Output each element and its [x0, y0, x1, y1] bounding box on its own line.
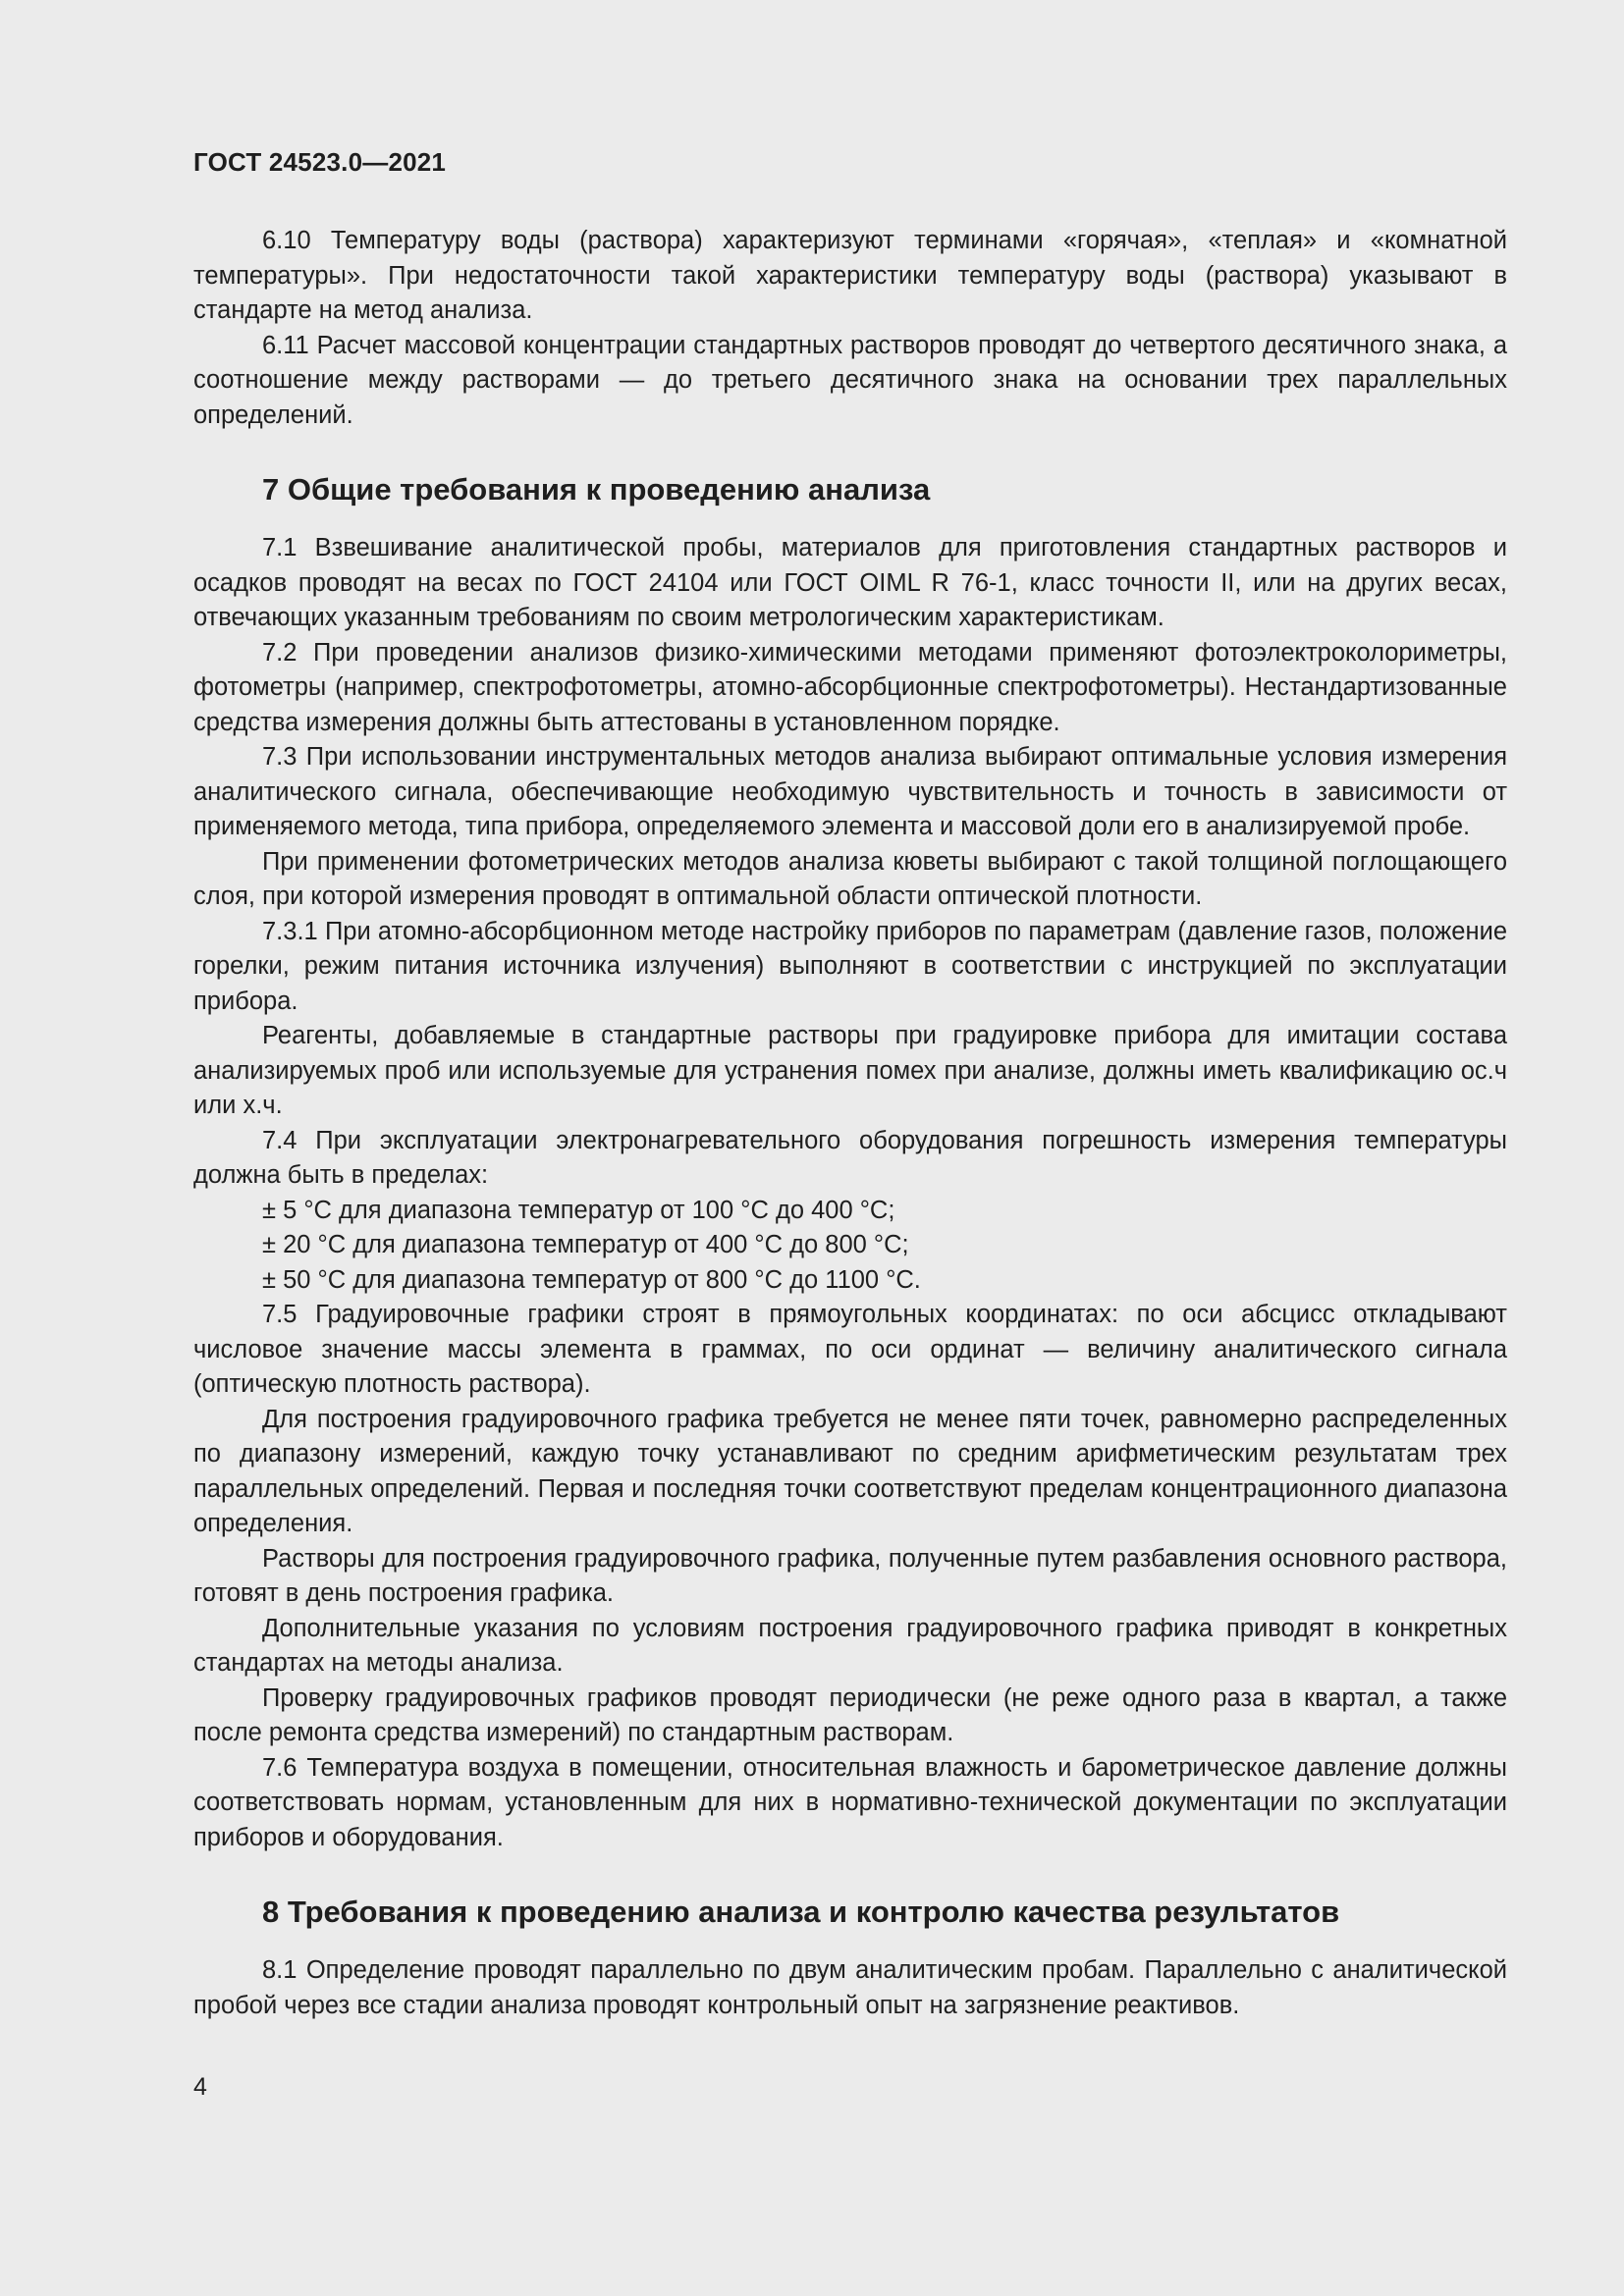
paragraph-7-4: 7.4 При эксплуатации электронагревательного оборудования погрешность измерения температуры должна быть в пределах: — [193, 1126, 1507, 1189]
document-body — [193, 224, 1507, 2023]
page-number: 4 — [193, 2073, 207, 2101]
paragraph-6-11: 6.11 Расчет массовой концентрации стандартных растворов проводят до четвертого десятичного знака, а соотношение между растворами — до третьего десятичного знака на основании трех параллельных определений. — [193, 331, 1507, 429]
list-item: ± 20 °C для диапазона температур от 400 °C до 800 °C; — [262, 1231, 909, 1258]
paragraph-7-5-check: Проверку градуировочных графиков проводят периодически (не реже одного раза в квартал, а также после ремонта средства измерений) по стандартным растворам. — [193, 1683, 1507, 1746]
paragraph-8-1: 8.1 Определение проводят параллельно по двум аналитическим пробам. Параллельно с аналитической пробой через все стадии анализа проводят контрольный опыт на загрязнение реактивов. — [193, 1956, 1507, 2019]
paragraph-7-6: 7.6 Температура воздуха в помещении, относительная влажность и барометрическое давление должны соответствовать нормам, установленным для них в нормативно-технической документации по эксплуатации приборов и оборудования. — [193, 1753, 1507, 1851]
paragraph-7-5: 7.5 Градуировочные графики строят в прямоугольных координатах: по оси абсцисс откладывают числовое значение массы элемента в граммах, по оси ординат — величину аналитического сигнала (оптическую плотность раствора). — [193, 1301, 1507, 1398]
paragraph-7-1: 7.1 Взвешивание аналитической пробы, материалов для приготовления стандартных растворов и осадков проводят на весах по ГОСТ 24104 или ГОСТ OIML R 76-1, класс точности II, или на других весах, отвечающих указанным требованиям по своим метрологическим характеристикам. — [193, 534, 1507, 631]
list-item: ± 5 °C для диапазона температур от 100 °C до 400 °C; — [262, 1196, 895, 1224]
document-header: ГОСТ 24523.0—2021 — [193, 147, 447, 177]
paragraph-6-10: 6.10 Температуру воды (раствора) характеризуют терминами «горячая», «теплая» и «комнатной температуры». При недостаточности такой характеристики температуру воды (раствора) указывают в стандарте на метод анализа. — [193, 227, 1507, 324]
paragraph-7-3-photometric: При применении фотометрических методов анализа кюветы выбирают с такой толщиной поглощающего слоя, при которой измерения проводят в оптимальной области оптической плотности. — [193, 847, 1507, 910]
paragraph-7-5-points: Для построения градуировочного графика требуется не менее пяти точек, равномерно распределенных по диапазону измерений, каждую точку устанавливают по средним арифметическим результатам трех параллельных определений. Первая и последняя точки соответствуют пределам концентрационного диапазона определения. — [193, 1405, 1507, 1537]
section-8-heading: 8 Требования к проведению анализа и контролю качества результатов — [262, 1895, 1340, 1929]
paragraph-7-3-1: 7.3.1 При атомно-абсорбционном методе настройку приборов по параметрам (давление газов, положение горелки, режим питания источника излучения) выполняют в соответствии с инструкцией по эксплуатации прибора. — [193, 917, 1507, 1015]
list-item: ± 50 °C для диапазона температур от 800 °C до 1100 °C. — [262, 1265, 921, 1294]
paragraph-7-3-1-reagents: Реагенты, добавляемые в стандартные растворы при градуировке прибора для имитации состава анализируемых проб или используемые для устранения помех при анализе, должны иметь квалификацию ос.ч или х.ч. — [193, 1022, 1507, 1119]
paragraph-7-5-solutions: Растворы для построения градуировочного графика, полученные путем разбавления основного раствора, готовят в день построения графика. — [193, 1544, 1507, 1607]
paragraph-7-2: 7.2 При проведении анализов физико-химическими методами применяют фотоэлектроколориметры, фотометры (например, спектрофотометры, атомно-абсорбционные спектрофотометры). Нестандартизованные средства измерения должны быть аттестованы в установленном порядке. — [193, 638, 1507, 736]
paragraph-7-5-additional: Дополнительные указания по условиям построения градуировочного графика приводят в конкретных стандартах на методы анализа. — [193, 1614, 1507, 1677]
section-7-heading: 7 Общие требования к проведению анализа — [262, 472, 931, 507]
paragraph-7-3: 7.3 При использовании инструментальных методов анализа выбирают оптимальные условия измерения аналитического сигнала, обеспечивающие необходимую чувствительность и точность в зависимости от применяемого метода, типа прибора, определяемого элемента и массовой доли его в анализируемой пробе. — [193, 743, 1507, 840]
